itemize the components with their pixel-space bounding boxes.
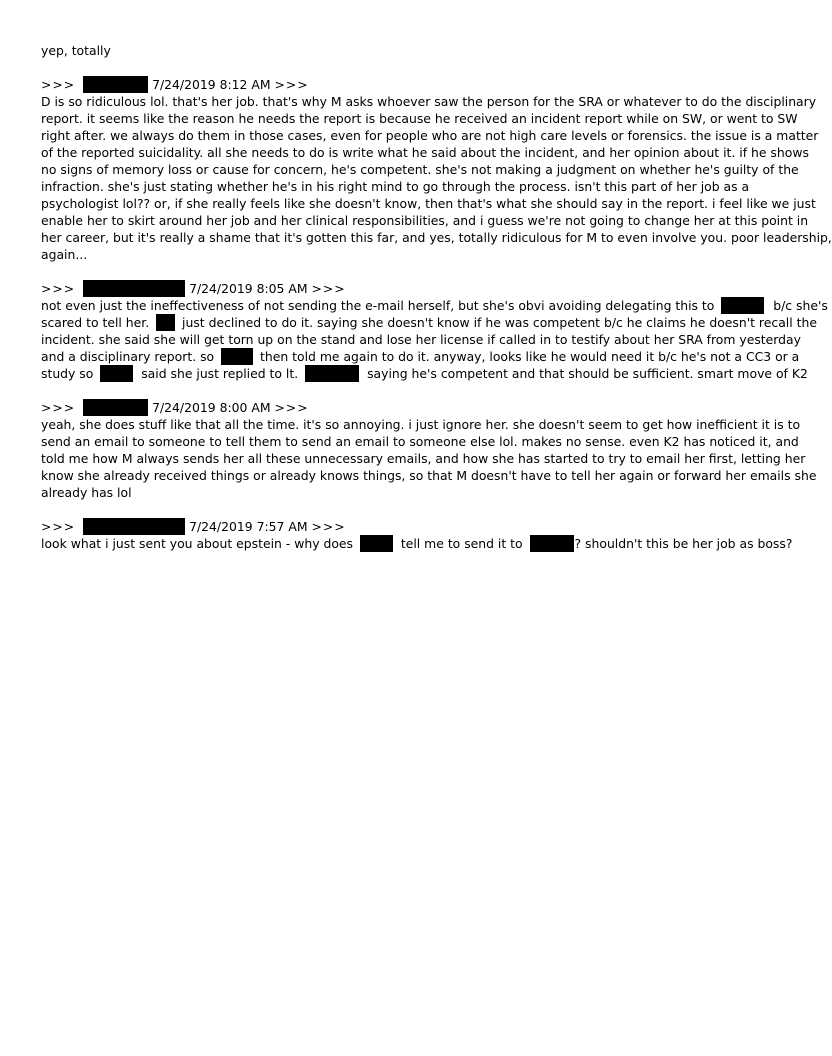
body-text: then told me again to do it. anyway, looks like he would need it b/c he's not a CC3 or a (256, 349, 800, 364)
quote-arrows: >>> (41, 400, 76, 415)
message-header (41, 399, 781, 416)
body-line: already has lol (41, 485, 132, 500)
message-timestamp: 7/24/2019 7:57 AM (189, 519, 308, 534)
quote-arrows: >>> (41, 281, 76, 296)
message-timestamp: 7/24/2019 8:05 AM (189, 281, 308, 296)
redacted-name (530, 535, 574, 552)
quote-arrows: >>> (311, 519, 346, 534)
body-line (41, 535, 793, 552)
message-timestamp: 7/24/2019 8:00 AM (152, 400, 271, 415)
redacted-name (156, 314, 175, 331)
redacted-name (305, 365, 359, 382)
email-thread (41, 42, 832, 569)
body-text: saying he's competent and that should be sufficient. smart move of K2 (363, 366, 808, 381)
body-text: tell me to send it to (396, 536, 527, 551)
body-line: infraction. she's just stating whether he's in his right mind to go through the process. isn't this part of her job as a (41, 179, 750, 194)
body-text: just declined to do it. saying she doesn't know if he was competent b/c he claims he doesn't recall the (178, 315, 817, 330)
body-text: not even just the ineffectiveness of not sending the e-mail herself, but she's obvi avoiding delegating this to (41, 298, 719, 313)
body-text: and a disciplinary report. so (41, 349, 219, 364)
message-body (41, 297, 828, 382)
body-line: D is so ridiculous lol. that's her job. that's why M asks whoever saw the person for the SRA or whatever to do the disciplinary (41, 94, 817, 109)
body-text: b/c she's (769, 298, 828, 313)
body-line: send an email to someone to tell them to send an email to someone else lol. makes no sense. even K2 has noticed it, and (41, 434, 799, 449)
body-line: psychologist lol?? or, if she really feels like she doesn't know, then that's what she should say in the report. i feel like we just (41, 196, 816, 211)
body-text: said she just replied to lt. (137, 366, 303, 381)
message-header (41, 518, 781, 535)
message-header (41, 76, 781, 93)
quoted-message (41, 399, 817, 501)
body-line: enable her to skirt around her job and her clinical responsibilities, and i guess we're not going to change her at this point in (41, 213, 809, 228)
quote-arrows: >>> (311, 281, 346, 296)
message-timestamp: 7/24/2019 8:12 AM (152, 77, 271, 92)
body-line: told me how M always sends her all these unnecessary emails, and how she has started to try to email her first, letting her (41, 451, 806, 466)
redacted-sender (83, 76, 148, 93)
quoted-message (41, 76, 832, 263)
quote-arrows: >>> (41, 77, 76, 92)
body-line: report. it seems like the reason he needs the report is because he received an incident report while on SW, or went to SW (41, 111, 798, 126)
body-line: again... (41, 247, 88, 262)
message-body (41, 535, 793, 552)
redacted-name (360, 535, 393, 552)
message-body (41, 416, 817, 501)
body-line (41, 331, 801, 348)
body-line: of the reported suicidality. all she needs to do is write what he said about the incident, and her opinion about it. if he shows (41, 145, 809, 160)
redacted-name (221, 348, 253, 365)
redacted-sender (83, 280, 185, 297)
quoted-message (41, 518, 793, 552)
quoted-message (41, 280, 828, 382)
body-line: yeah, she does stuff like that all the time. it's so annoying. i just ignore her. she doesn't seem to get how inefficient it is to (41, 417, 801, 432)
message-body (41, 93, 832, 263)
redacted-name (721, 297, 764, 314)
body-line (41, 314, 817, 331)
body-line: know she already received things or already knows things, so that M doesn't have to tell her again or forward her emails she (41, 468, 817, 483)
redacted-sender (83, 518, 185, 535)
body-text: study so (41, 366, 98, 381)
quote-arrows: >>> (274, 77, 309, 92)
body-text: look what i just sent you about epstein - why does (41, 536, 357, 551)
body-text: ? shouldn't this be her job as boss? (574, 536, 793, 551)
redacted-sender (83, 399, 148, 416)
quote-arrows: >>> (41, 519, 76, 534)
redacted-name (100, 365, 133, 382)
body-line: no signs of memory loss or cause for concern, he's competent. she's not making a judgment on whether he's guilty of the (41, 162, 799, 177)
body-text: incident. she said she will get torn up on the stand and lose her license if called in to testify about her SRA from yesterday (41, 332, 801, 347)
message-header (41, 280, 781, 297)
quote-arrows: >>> (274, 400, 309, 415)
body-line (41, 297, 828, 314)
body-line: right after. we always do them in those cases, even for people who are not high care levels or forensics. the issue is a matter (41, 128, 819, 143)
body-line: her career, but it's really a shame that it's gotten this far, and yes, totally ridiculous for M to even involve you. poor leadership, (41, 230, 832, 245)
body-text: scared to tell her. (41, 315, 154, 330)
reply-text: yep, totally (41, 43, 111, 58)
body-line (41, 365, 808, 382)
body-line (41, 348, 800, 365)
